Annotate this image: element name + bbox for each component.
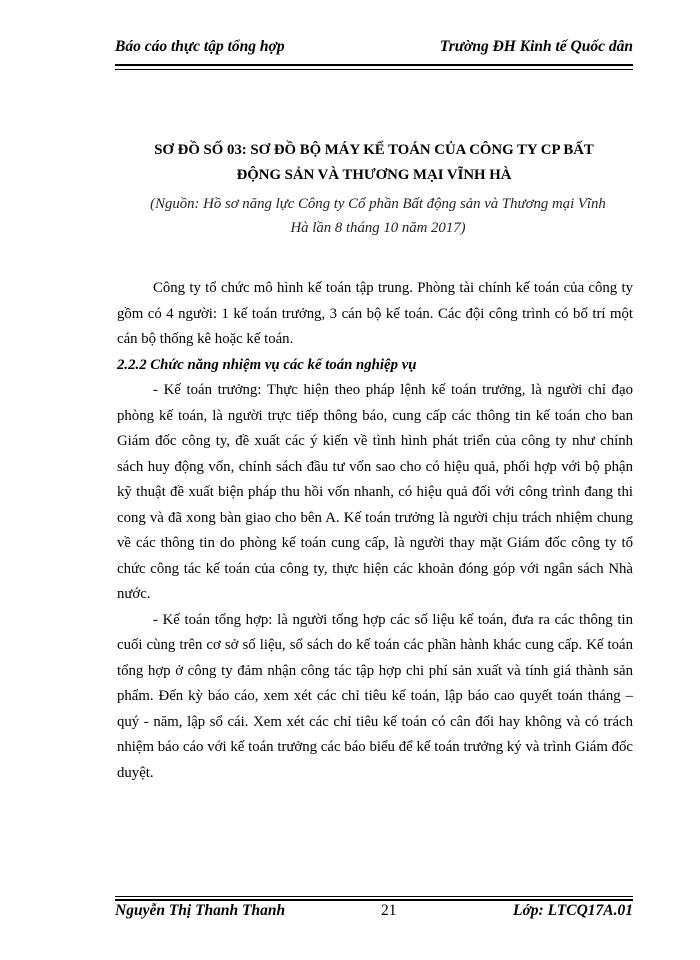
source-line2: Hà lần 8 tháng 10 năm 2017) <box>290 220 466 236</box>
header-rule-thin <box>115 69 633 70</box>
diagram-title-line1: SƠ ĐỒ SỐ 03: SƠ ĐỒ BỘ MÁY KẾ TOÁN CỦA CÔNG TY CP BẤT <box>154 142 594 158</box>
diagram-title <box>120 138 628 188</box>
page-number: 21 <box>381 902 397 919</box>
header-report-title: Báo cáo thực tập tổng hợp <box>115 38 285 55</box>
chief-accountant-paragraph: - Kế toán trưởng: Thực hiện theo pháp lệnh kế toán trưởng, là người chỉ đạo phòng kế toán, là người trực tiếp thông báo, cung cấp các thông tin kế toán cho ban Giám đốc công ty, đề xuất các ý kiến về tình hình phát triển của công ty như chính sách huy động vốn, chính sách đầu tư vốn sao cho có hiệu quả, phối hợp với bộ phận kỹ thuật đề xuất biện pháp thu hồi vốn nhanh, có hiệu quả đối với công trình đang thi cong và đã xong bàn giao cho bên A. Kế toán trưởng là người chịu trách nhiệm chung về các thông tin do phòng kế toán cung cấp, là người thay mặt Giám đốc công ty tổ chức công tác kế toán của công ty, thực hiện các khoản đóng góp với ngân sách Nhà nước. <box>117 382 633 602</box>
header-university: Trường ĐH Kinh tế Quốc dân <box>439 38 633 55</box>
source-citation <box>128 192 628 240</box>
intro-paragraph: Công ty tổ chức mô hình kế toán tập trung. Phòng tài chính kế toán của công ty gồm có 4 người: 1 kế toán trưởng, 3 cán bộ kế toán. Các đội công trình có bố trí một cán bộ thống kê hoặc kế toán. <box>117 280 633 347</box>
footer-rule-thin <box>115 896 633 897</box>
header-rule-thick <box>115 64 633 66</box>
footer-rule-thick <box>115 899 633 901</box>
page-header <box>115 38 633 64</box>
body-content <box>117 276 633 786</box>
diagram-title-line2: ĐỘNG SẢN VÀ THƯƠNG MẠI VĨNH HÀ <box>236 167 512 183</box>
general-accountant-paragraph: - Kế toán tổng hợp: là người tổng hợp các số liệu kế toán, đưa ra các thông tin cuối cùng trên cơ sở số liệu, sổ sách do kế toán các phần hành khác cung cấp. Kế toán tổng hợp ở công ty đảm nhận công tác tập hợp chi phí sản xuất và tính giá thành sản phẩm. Đến kỳ báo cáo, xem xét các chỉ tiêu kế toán, lập báo cao quyết toán tháng – quý - năm, lập sổ cái. Xem xét các chỉ tiêu kế toán có cân đối hay không và có trách nhiệm báo cáo với kế toán trưởng các báo biểu để kế toán trưởng ký và trình Giám đốc duyệt. <box>117 611 633 781</box>
footer-author: Nguyễn Thị Thanh Thanh <box>115 902 286 919</box>
source-line1: (Nguồn: Hồ sơ năng lực Công ty Cổ phần Bất động sản và Thương mại Vĩnh <box>150 196 606 212</box>
section-heading: 2.2.2 Chức năng nhiệm vụ các kế toán nghiệp vụ <box>117 356 417 373</box>
page-footer <box>115 902 633 926</box>
footer-class: Lớp: LTCQ17A.01 <box>513 902 633 919</box>
